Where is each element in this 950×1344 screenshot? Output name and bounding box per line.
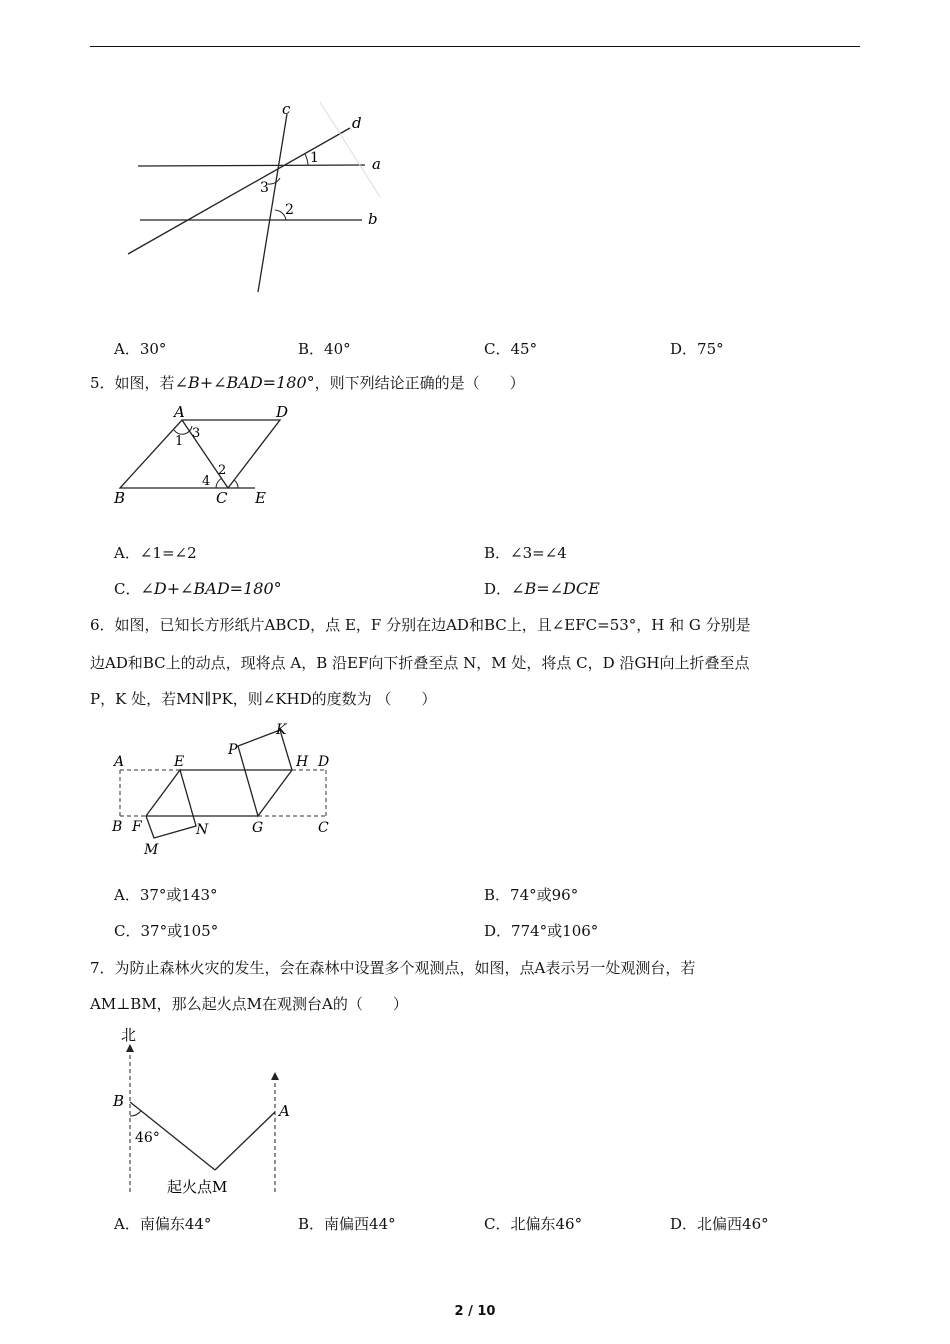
q4-line-a [138,165,365,166]
q7-label-a: A [279,1102,290,1120]
q4-figure [110,92,410,307]
q7-option-c[interactable]: C．北偏东46° [484,1215,583,1233]
q6-label-e: E [174,754,185,770]
q4-line-c [258,114,287,292]
q6-fold-right [238,730,292,816]
q5-label-e: E [255,489,266,507]
q4-arc-3 [268,178,280,184]
q4-arc-1 [305,154,308,165]
q6-line-2: 边AD和BC上的动点，现将点 A，B 沿EF向下折叠至点 N，M 处，将点 C，D 沿GH向上折叠至点 [90,654,750,672]
q5-option-a[interactable]: A．∠1=∠2 [114,544,197,562]
q7-option-a[interactable]: A．南偏东44° [114,1215,212,1233]
q4-option-c[interactable]: C．45° [484,340,538,358]
q5-label-4: 4 [202,474,211,489]
q4-label-3: 3 [260,180,269,196]
q6-label-f: F [132,819,142,835]
q6-label-a: A [114,754,125,770]
q4-label-d: d [352,114,362,132]
q7-line-am [215,1112,275,1170]
q6-label-n: N [196,822,209,838]
q5-label-d: D [276,403,289,421]
header-rule [90,46,860,47]
q6-option-b[interactable]: B．74°或96° [484,886,579,904]
q5-label-1: 1 [175,434,184,449]
q5-label-a: A [174,403,185,421]
q6-label-k: K [276,722,287,738]
q4-line-d [128,128,350,254]
q6-label-c: C [318,820,329,836]
q6-fold-left [146,770,196,838]
q5-option-d[interactable]: D．∠B=∠DCE [484,579,600,598]
q6-label-g: G [252,820,264,836]
q7-option-d[interactable]: D．北偏西46° [670,1215,769,1233]
q5-label-c: C [216,489,228,507]
q6-label-m: M [144,842,159,858]
q7-label-b: B [113,1092,125,1110]
q4-option-a[interactable]: A．30° [114,340,167,358]
q4-label-a: a [372,155,381,173]
q4-label-1: 1 [310,150,319,166]
q4-option-b[interactable]: B．40° [298,340,351,358]
q7-label-angle: 46° [135,1130,160,1146]
q5-label-b: B [114,489,126,507]
q5-label-3: 3 [192,426,201,441]
q6-option-c[interactable]: C．37°或105° [114,922,219,940]
q7-label-fire: 起火点M [167,1178,228,1196]
q7-label-north: 北 [121,1026,137,1044]
q5-label-2: 2 [218,463,227,478]
q6-figure [110,718,340,863]
q7-line-1: 7．为防止森林火灾的发生，会在森林中设置多个观测点，如图，点A表示另一处观测台，若 [90,959,696,977]
q4-option-d[interactable]: D．75° [670,340,724,358]
q7-line-2: AM⊥BM，那么起火点M在观测台A的（ ） [90,995,408,1013]
page-indicator: 2 / 10 [454,1304,496,1319]
q7-option-b[interactable]: B．南偏西44° [298,1215,396,1233]
q4-label-c: c [282,100,291,118]
q6-line-3: P，K 处，若MN∥PK，则∠KHD的度数为 （ ） [90,690,437,708]
q5-option-c[interactable]: C．∠D+∠BAD=180° [114,579,282,598]
q6-option-d[interactable]: D．774°或106° [484,922,599,940]
q6-label-p: P [228,742,238,758]
q6-label-h: H [296,754,309,770]
q5-figure [110,400,290,510]
q5-stem: 5．如图，若∠B+∠BAD=180°，则下列结论正确的是（ ） [90,373,525,392]
q7-figure [105,1020,305,1200]
q5-option-b[interactable]: B．∠3=∠4 [484,544,567,562]
q6-label-d: D [318,754,330,770]
q6-line-1: 6．如图，已知长方形纸片ABCD，点 E，F 分别在边AD和BC上，且∠EFC=53°，H 和 G 分别是 [90,616,751,634]
q6-option-a[interactable]: A．37°或143° [114,886,218,904]
q4-label-b: b [368,210,378,228]
q6-label-b: B [112,819,123,835]
q4-label-2: 2 [285,202,294,218]
